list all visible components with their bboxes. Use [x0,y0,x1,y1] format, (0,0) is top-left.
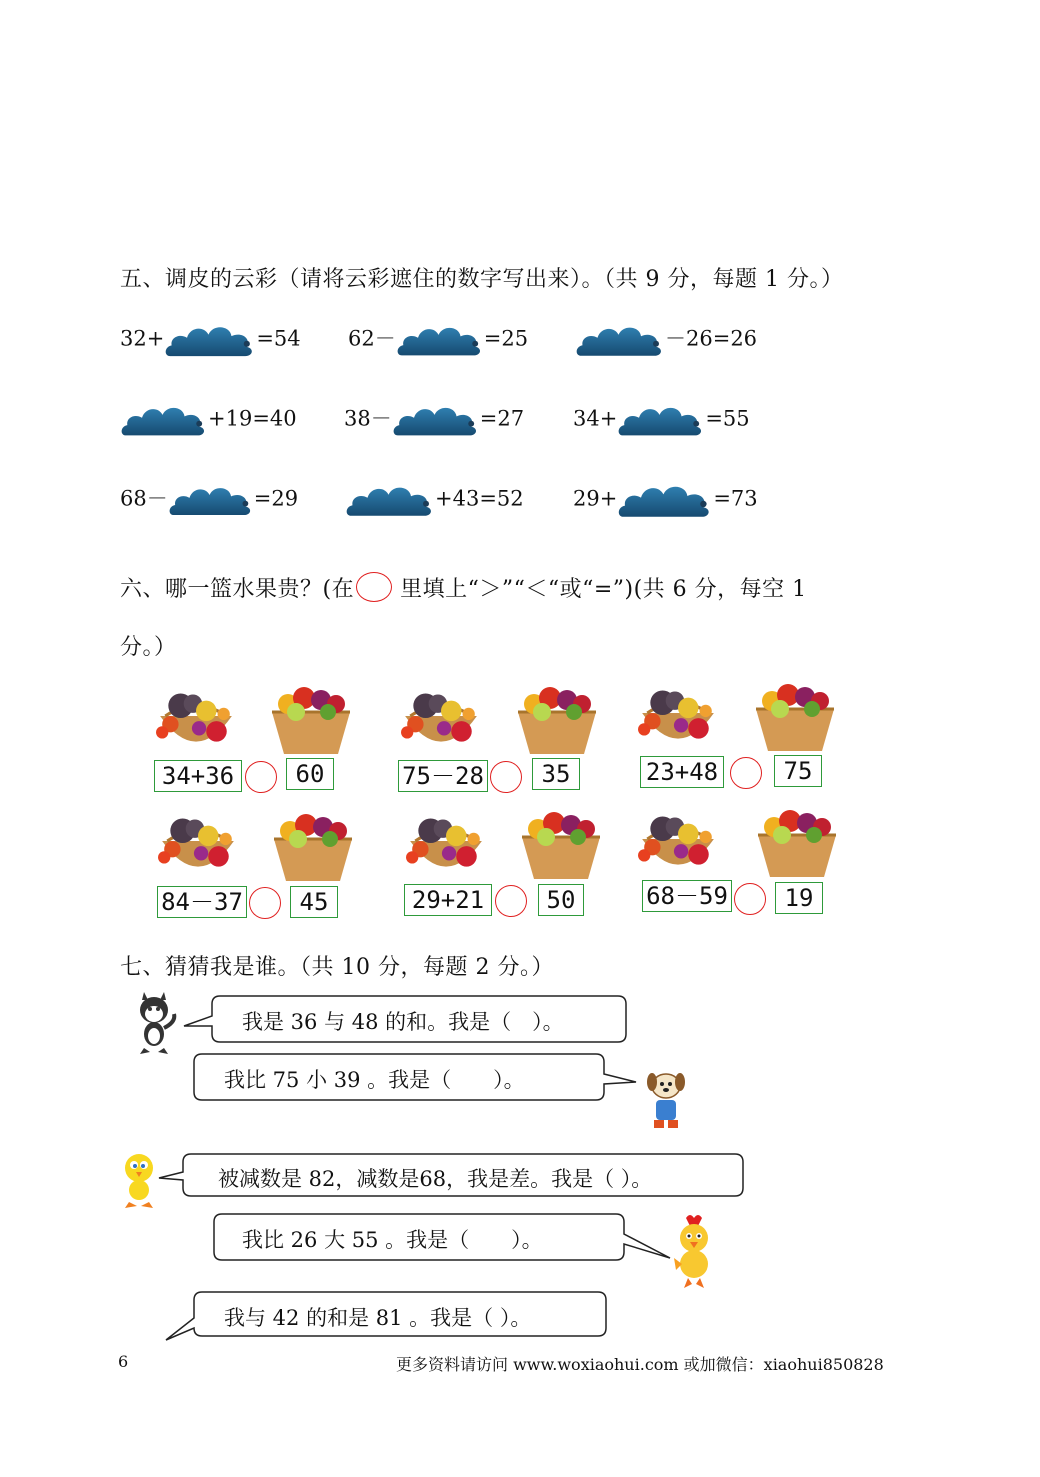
compare-circle[interactable] [490,761,522,793]
rooster-character-icon [668,1212,720,1290]
section5-heading: 五、调皮的云彩（请将云彩遮住的数字写出来）。（共 9 分，每题 1 分。） [120,267,844,292]
riddle-3: 被减数是 82，减数是68，我是差。我是（ ）。 [218,1167,653,1191]
fruit-basket-left-icon [150,800,246,882]
compare-circle[interactable] [730,757,762,789]
basket-expression: 34+36 [154,760,242,792]
basket-expression: 29+21 [404,884,492,916]
circle-icon [356,572,392,602]
basket-price: 75 [774,755,822,787]
fruit-basket-left-icon [148,675,244,757]
basket-price: 35 [532,758,580,790]
fruit-basket-left-icon [630,798,726,880]
cloud-equation-5: 38－ =27 [344,398,524,442]
fruit-basket-right-icon [750,672,840,754]
riddle-5: 我与 42 的和是 81 。我是（ ）。 [224,1306,532,1330]
riddle-2: 我比 75 小 39 。我是（ ）。 [224,1068,525,1092]
cloud-icon [120,398,208,442]
cloud-equation-7: 68－ =29 [120,478,298,522]
cloud-equation-8: +43=52 [345,478,524,522]
fruit-basket-right-icon [266,675,356,757]
fruit-basket-right-icon [752,798,842,880]
riddle-4: 我比 26 大 55 。我是（ ）。 [242,1228,543,1252]
cloud-icon [164,318,256,362]
cloud-equation-2: 62－ =25 [348,318,528,362]
fruit-basket-right-icon [516,800,606,882]
page-number: 6 [118,1352,129,1371]
fruit-basket-left-icon [630,672,726,754]
cloud-icon [396,318,484,362]
fruit-basket-left-icon [398,800,494,882]
cloud-icon [168,478,254,522]
basket-price: 19 [775,882,823,914]
cat-character-icon [130,992,180,1054]
riddle-1: 我是 36 与 48 的和。我是（ ）。 [242,1010,564,1034]
cloud-equation-9: 29+ =73 [573,478,758,522]
section7-heading: 七、猜猜我是谁。（共 10 分，每题 2 分。） [120,955,554,980]
basket-expression: 75－28 [398,760,488,792]
basket-expression: 84－37 [157,886,247,918]
cloud-icon [617,478,713,522]
section6-heading-line2: 分。） [120,635,177,660]
compare-circle[interactable] [734,883,766,915]
basket-price: 60 [286,758,334,790]
fruit-basket-left-icon [393,675,489,757]
cloud-equation-1: 32+ =54 [120,318,301,362]
cloud-equation-6: 34+ =55 [573,398,750,442]
compare-circle[interactable] [249,887,281,919]
basket-expression: 68－59 [642,880,732,912]
cloud-equation-4: +19=40 [120,398,297,442]
dog-character-icon [640,1070,690,1134]
basket-expression: 23+48 [640,756,724,788]
fruit-basket-right-icon [512,675,602,757]
basket-price: 45 [290,886,338,918]
fruit-basket-right-icon [268,802,358,884]
cloud-icon [345,478,435,522]
basket-price: 50 [538,884,584,916]
section6-heading: 六、哪一篮水果贵？(在 里填上“＞”“＜“或“=”)(共 6 分，每空 1 [120,572,807,603]
compare-circle[interactable] [245,761,277,793]
cloud-equation-3: －26=26 [575,318,757,362]
cloud-icon [575,318,665,362]
cloud-icon [392,398,480,442]
footer-text: 更多资料请访问 www.woxiaohui.com 或加微信：xiaohui850828 [396,1355,884,1374]
compare-circle[interactable] [495,885,527,917]
cloud-icon [617,398,705,442]
